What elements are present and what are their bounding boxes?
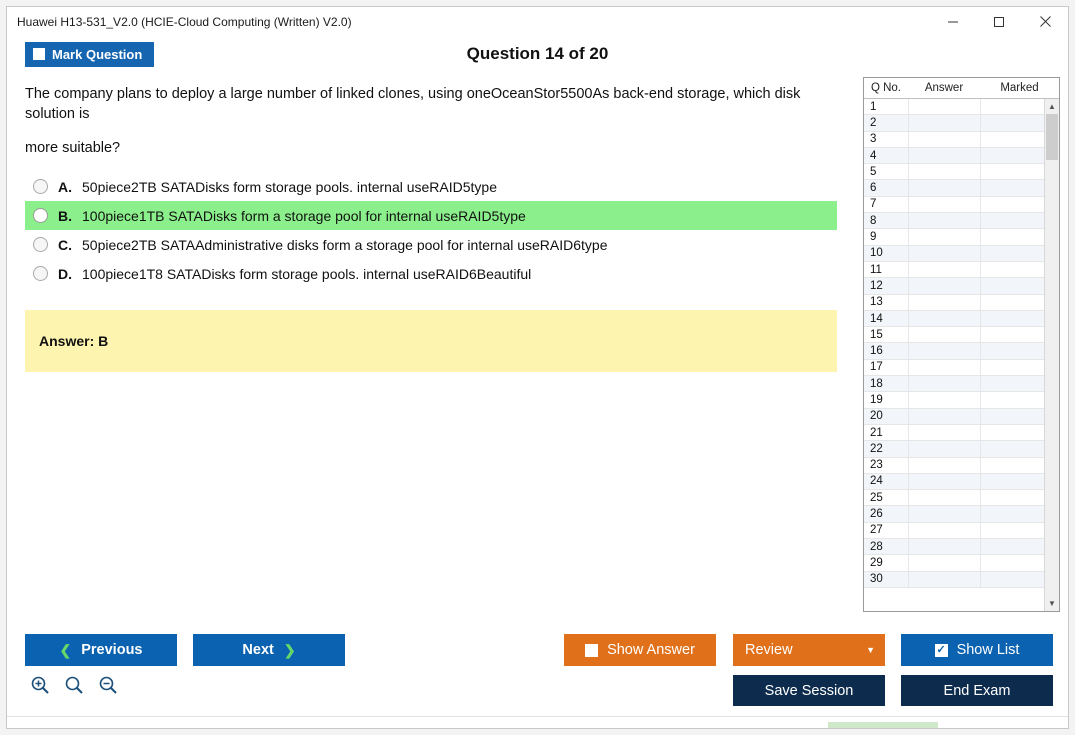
table-row[interactable] xyxy=(864,262,1044,278)
table-row[interactable] xyxy=(864,311,1044,327)
status-indicator xyxy=(828,722,938,728)
row-question-number: 8 xyxy=(870,214,877,227)
row-question-number: 14 xyxy=(870,312,883,325)
row-marked xyxy=(980,229,1044,244)
row-question-number: 12 xyxy=(870,279,883,292)
show-list-label: Show List xyxy=(956,642,1020,658)
row-question-number: 1 xyxy=(870,100,877,113)
save-session-label: Save Session xyxy=(764,682,854,699)
table-row[interactable] xyxy=(864,539,1044,555)
show-answer-label: Show Answer xyxy=(607,642,695,658)
row-question-number: 11 xyxy=(870,263,882,276)
zoom-out-icon[interactable] xyxy=(97,674,119,696)
page-title: Question 14 of 20 xyxy=(466,44,609,63)
option-b-letter: B. xyxy=(58,207,72,224)
answer-label: Answer: B xyxy=(39,333,109,350)
row-answer xyxy=(908,425,980,440)
row-marked xyxy=(980,115,1044,130)
row-marked xyxy=(980,343,1044,358)
status-bar xyxy=(7,716,1068,728)
row-question-number: 24 xyxy=(870,475,883,488)
table-row[interactable] xyxy=(864,295,1044,311)
row-answer xyxy=(908,132,980,147)
row-marked xyxy=(980,164,1044,179)
table-row[interactable] xyxy=(864,278,1044,294)
row-answer xyxy=(908,555,980,570)
table-row[interactable] xyxy=(864,327,1044,343)
title-bar xyxy=(7,7,1068,37)
row-marked xyxy=(980,148,1044,163)
row-answer xyxy=(908,246,980,261)
row-answer xyxy=(908,180,980,195)
option-d[interactable] xyxy=(25,259,837,288)
table-row[interactable] xyxy=(864,392,1044,408)
table-row[interactable] xyxy=(864,409,1044,425)
show-answer-button[interactable] xyxy=(564,634,716,666)
next-label: Next xyxy=(242,642,274,658)
row-answer xyxy=(908,409,980,424)
question-list-header xyxy=(864,78,1059,99)
row-marked xyxy=(980,360,1044,375)
row-marked xyxy=(980,490,1044,505)
row-question-number: 4 xyxy=(870,149,877,162)
table-row[interactable] xyxy=(864,213,1044,229)
maximize-icon[interactable] xyxy=(976,7,1022,36)
row-question-number: 3 xyxy=(870,133,877,146)
table-row[interactable] xyxy=(864,132,1044,148)
row-marked xyxy=(980,295,1044,310)
row-answer xyxy=(908,474,980,489)
radio-icon[interactable] xyxy=(33,208,48,223)
row-answer xyxy=(908,490,980,505)
scroll-down-icon[interactable]: ▼ xyxy=(1048,599,1056,608)
row-marked xyxy=(980,180,1044,195)
radio-icon[interactable] xyxy=(33,179,48,194)
table-row[interactable] xyxy=(864,555,1044,571)
row-answer xyxy=(908,229,980,244)
row-question-number: 5 xyxy=(870,165,877,178)
table-row[interactable] xyxy=(864,115,1044,131)
row-answer xyxy=(908,148,980,163)
row-marked xyxy=(980,539,1044,554)
row-answer xyxy=(908,197,980,212)
table-row[interactable] xyxy=(864,506,1044,522)
row-question-number: 26 xyxy=(870,508,883,521)
row-question-number: 15 xyxy=(870,328,883,341)
table-row[interactable] xyxy=(864,148,1044,164)
row-answer xyxy=(908,295,980,310)
table-row[interactable] xyxy=(864,343,1044,359)
row-marked xyxy=(980,213,1044,228)
option-c-text: 50piece2TB SATAAdministrative disks form a storage pool for internal useRAID6type xyxy=(82,236,608,253)
option-c[interactable] xyxy=(25,230,837,259)
row-answer xyxy=(908,343,980,358)
table-row[interactable] xyxy=(864,441,1044,457)
row-question-number: 21 xyxy=(870,426,883,439)
question-text-line2: more suitable? xyxy=(25,140,121,157)
row-marked xyxy=(980,409,1044,424)
table-row[interactable] xyxy=(864,425,1044,441)
row-question-number: 17 xyxy=(870,361,883,374)
scroll-up-icon[interactable]: ▲ xyxy=(1048,102,1056,111)
row-question-number: 28 xyxy=(870,540,883,553)
footer-toolbar xyxy=(7,628,1068,728)
option-a-letter: A. xyxy=(58,178,72,195)
question-list-body xyxy=(864,99,1059,611)
table-row[interactable] xyxy=(864,99,1044,115)
show-answer-checkbox-icon[interactable] xyxy=(585,644,598,657)
previous-button[interactable] xyxy=(25,634,177,666)
row-answer xyxy=(908,506,980,521)
body-area xyxy=(7,71,1068,628)
column-header-answer: Answer xyxy=(924,82,964,94)
row-answer xyxy=(908,327,980,342)
end-exam-button[interactable] xyxy=(901,675,1053,706)
row-marked xyxy=(980,523,1044,538)
header-row xyxy=(7,37,1068,71)
row-answer xyxy=(908,376,980,391)
chevron-right-icon: ❯ xyxy=(283,641,296,658)
close-icon[interactable] xyxy=(1022,7,1068,36)
row-question-number: 7 xyxy=(870,198,877,211)
answer-box xyxy=(25,310,837,372)
question-pane xyxy=(7,71,855,628)
table-row[interactable] xyxy=(864,458,1044,474)
column-header-qno: Q No. xyxy=(870,82,902,94)
table-row[interactable] xyxy=(864,246,1044,262)
row-answer xyxy=(908,278,980,293)
row-marked xyxy=(980,376,1044,391)
row-marked xyxy=(980,132,1044,147)
row-answer xyxy=(908,213,980,228)
row-answer xyxy=(908,164,980,179)
table-row[interactable] xyxy=(864,376,1044,392)
mark-question-button[interactable] xyxy=(25,42,154,67)
question-text-line1: The company plans to deploy a large number of linked clones, using oneOceanStor5500As back-end storage, which disk solution is xyxy=(25,86,801,122)
row-question-number: 23 xyxy=(870,459,883,472)
window-title: Huawei H13-531_V2.0 (HCIE-Cloud Computing (Written) V2.0) xyxy=(17,14,352,29)
row-question-number: 9 xyxy=(870,231,877,244)
row-answer xyxy=(908,99,980,114)
row-marked xyxy=(980,311,1044,326)
row-question-number: 30 xyxy=(870,573,883,586)
row-answer xyxy=(908,523,980,538)
column-header-marked: Marked xyxy=(1000,82,1039,94)
row-question-number: 10 xyxy=(870,247,883,260)
mark-question-checkbox-icon[interactable] xyxy=(33,48,45,60)
row-marked xyxy=(980,441,1044,456)
row-question-number: 22 xyxy=(870,442,883,455)
chevron-left-icon: ❮ xyxy=(59,641,72,658)
mark-question-label: Mark Question xyxy=(52,46,143,62)
table-row[interactable] xyxy=(864,572,1044,588)
table-row[interactable] xyxy=(864,474,1044,490)
row-answer xyxy=(908,115,980,130)
option-b-text: 100piece1TB SATADisks form a storage pool for internal useRAID5type xyxy=(82,207,526,224)
option-b[interactable] xyxy=(25,201,837,230)
row-question-number: 25 xyxy=(870,491,883,504)
review-dropdown[interactable] xyxy=(733,634,885,666)
table-row[interactable] xyxy=(864,197,1044,213)
row-question-number: 2 xyxy=(870,116,877,129)
row-marked xyxy=(980,99,1044,114)
row-question-number: 16 xyxy=(870,345,883,358)
radio-icon[interactable] xyxy=(33,266,48,281)
end-exam-label: End Exam xyxy=(943,682,1011,699)
row-marked xyxy=(980,278,1044,293)
table-row[interactable] xyxy=(864,523,1044,539)
exam-window xyxy=(6,6,1069,729)
row-answer xyxy=(908,262,980,277)
row-answer xyxy=(908,392,980,407)
minimize-icon[interactable] xyxy=(930,7,976,36)
row-answer xyxy=(908,458,980,473)
option-a-text: 50piece2TB SATADisks form storage pools. internal useRAID5type xyxy=(82,178,498,195)
radio-icon[interactable] xyxy=(33,237,48,252)
table-row[interactable] xyxy=(864,164,1044,180)
show-list-button[interactable] xyxy=(901,634,1053,666)
previous-label: Previous xyxy=(81,642,143,658)
scrollbar-track[interactable] xyxy=(1045,114,1059,596)
row-answer xyxy=(908,311,980,326)
table-row[interactable] xyxy=(864,360,1044,376)
row-question-number: 13 xyxy=(870,296,883,309)
row-answer xyxy=(908,572,980,587)
review-label: Review xyxy=(745,642,793,658)
option-d-letter: D. xyxy=(58,265,72,282)
row-marked xyxy=(980,572,1044,587)
row-question-number: 29 xyxy=(870,556,883,569)
option-d-text: 100piece1T8 SATADisks form storage pools. internal useRAID6Beautiful xyxy=(82,265,532,282)
scrollbar-thumb[interactable] xyxy=(1046,114,1058,160)
list-scrollbar[interactable] xyxy=(1044,99,1059,611)
row-question-number: 6 xyxy=(870,182,877,195)
row-question-number: 27 xyxy=(870,524,883,537)
row-answer xyxy=(908,360,980,375)
row-marked xyxy=(980,474,1044,489)
row-marked xyxy=(980,262,1044,277)
row-question-number: 18 xyxy=(870,377,883,390)
row-question-number: 20 xyxy=(870,410,883,423)
row-marked xyxy=(980,506,1044,521)
row-question-number: 19 xyxy=(870,393,883,406)
zoom-icon[interactable] xyxy=(63,674,85,696)
zoom-toolbar xyxy=(29,674,119,696)
option-a[interactable] xyxy=(25,172,837,201)
row-answer xyxy=(908,441,980,456)
chevron-down-icon[interactable]: ▼ xyxy=(866,645,875,655)
row-answer xyxy=(908,539,980,554)
row-marked xyxy=(980,327,1044,342)
row-marked xyxy=(980,425,1044,440)
options-list xyxy=(25,172,837,288)
table-row[interactable] xyxy=(864,180,1044,196)
zoom-in-icon[interactable] xyxy=(29,674,51,696)
table-row[interactable] xyxy=(864,490,1044,506)
question-rows[interactable] xyxy=(864,99,1044,611)
row-marked xyxy=(980,392,1044,407)
save-session-button[interactable] xyxy=(733,675,885,706)
next-button[interactable] xyxy=(193,634,345,666)
row-marked xyxy=(980,197,1044,212)
row-marked xyxy=(980,555,1044,570)
question-list-panel xyxy=(863,77,1060,612)
row-marked xyxy=(980,246,1044,261)
show-list-checkbox-icon[interactable]: ✓ xyxy=(936,643,946,656)
table-row[interactable] xyxy=(864,229,1044,245)
option-c-letter: C. xyxy=(58,236,72,253)
row-marked xyxy=(980,458,1044,473)
